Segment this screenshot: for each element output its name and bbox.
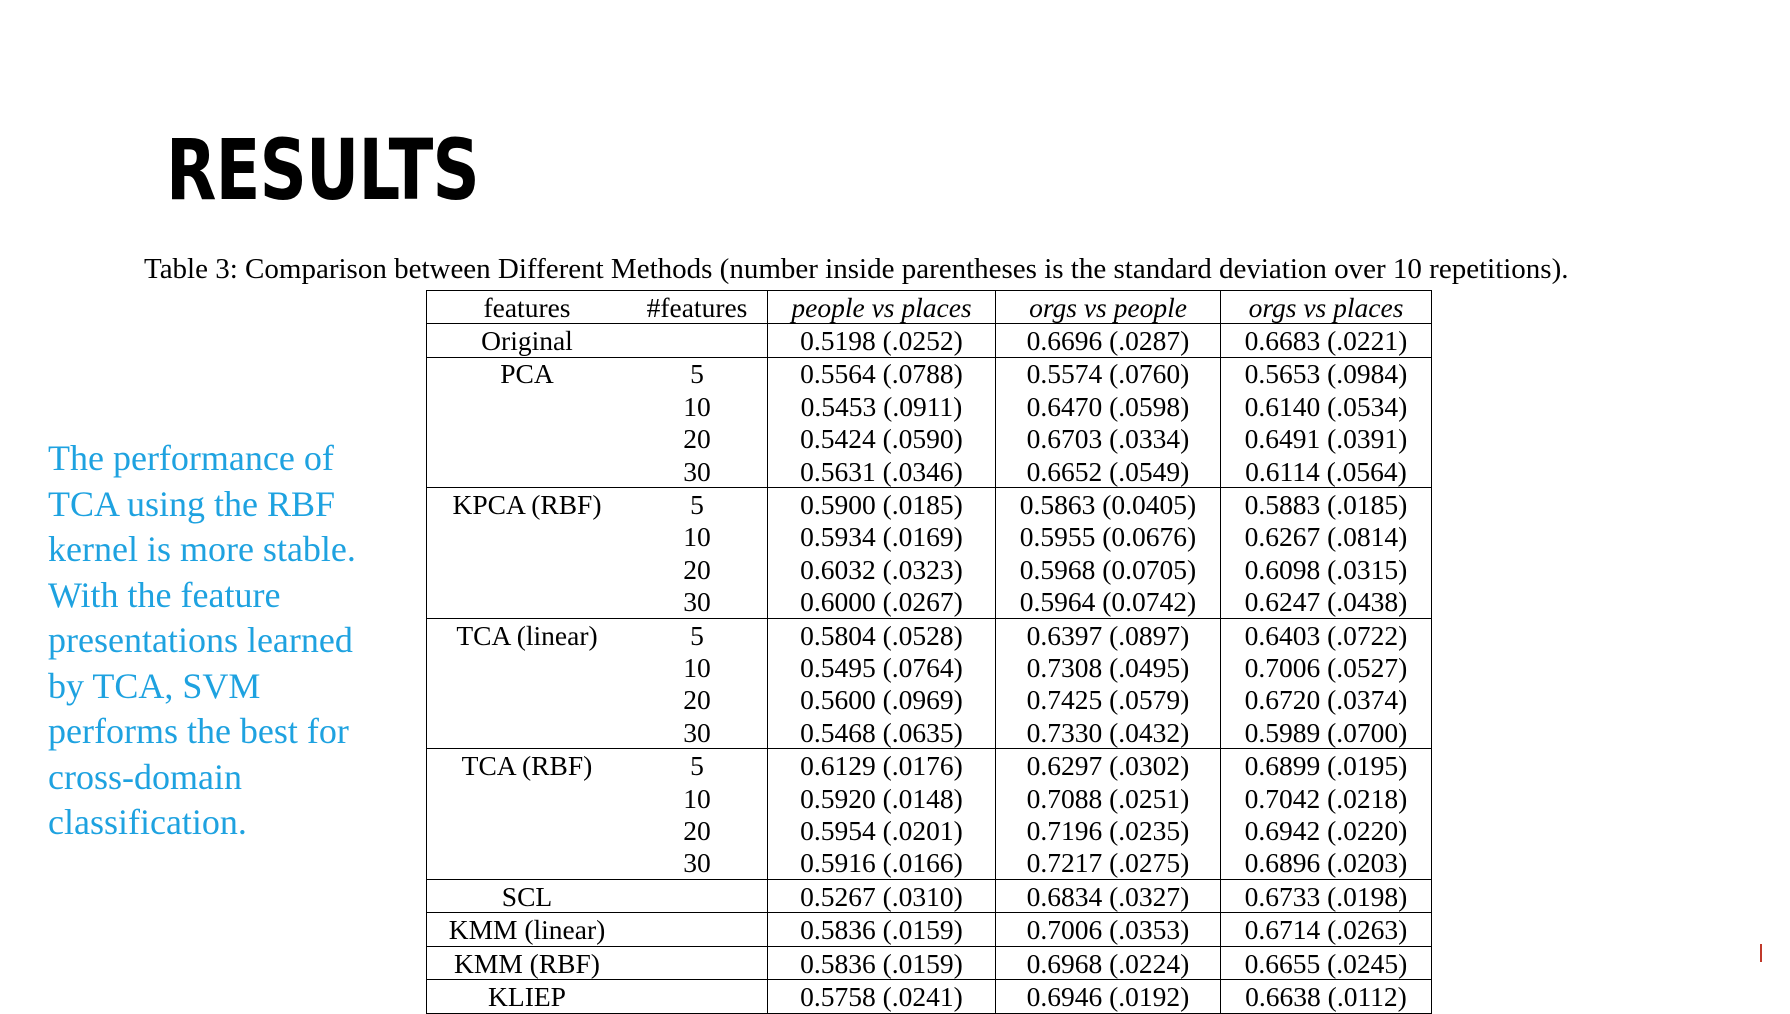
value-cell: 0.6140 (.0534) — [1244, 390, 1408, 422]
num-features-cell: 10 — [627, 521, 768, 553]
value-cell: 0.7425 (.0579) — [996, 684, 1221, 716]
table-row — [427, 390, 1432, 422]
value-cell: 0.6652 (.0549) — [996, 455, 1221, 488]
value-cell: 0.6683 (.0221) — [1221, 324, 1432, 357]
header-places: places — [901, 291, 972, 323]
header-vs-1: vs — [871, 291, 895, 323]
value-cell: 0.5968 (0.0705) — [996, 553, 1221, 585]
value-cell: 0.5964 (0.0742) — [996, 586, 1221, 619]
num-features-cell: 30 — [627, 586, 768, 619]
value-cell: 0.6703 (.0334) — [996, 423, 1221, 455]
value-cell: 0.7308 (.0495) — [996, 651, 1221, 683]
num-features-cell — [627, 880, 768, 913]
table-row — [427, 684, 1432, 716]
header-num-features: #features — [627, 291, 768, 324]
num-features-cell — [627, 980, 768, 1013]
table-row — [427, 749, 1432, 782]
value-cell: 0.6896 (.0203) — [1244, 847, 1408, 879]
method-cell: KPCA (RBF) — [427, 488, 628, 521]
table-row — [427, 618, 1432, 651]
method-cell — [427, 423, 628, 455]
num-features-cell: 10 — [627, 651, 768, 683]
value-cell: 0.5468 (.0635) — [768, 716, 996, 749]
method-cell — [427, 782, 628, 814]
table-row — [427, 980, 1432, 1013]
value-cell: 0.6297 (.0302) — [996, 749, 1221, 782]
num-features-cell — [627, 324, 768, 357]
value-cell: 0.5198 (.0252) — [768, 324, 996, 357]
value-cell: 0.7088 (.0251) — [996, 782, 1221, 814]
value-cell: 0.5564 (.0788) — [768, 357, 996, 390]
table-row — [427, 716, 1432, 749]
value-cell: 0.7330 (.0432) — [996, 716, 1221, 749]
num-features-cell: 30 — [627, 455, 768, 488]
method-cell — [427, 586, 628, 619]
value-cell: 0.6714 (.0263) — [1221, 913, 1432, 946]
side-note-line-1: The performance of TCA using the RBF kernel is more stable. — [48, 438, 356, 569]
header-orgs-vs-places — [1221, 291, 1432, 324]
table-caption: Table 3: Comparison between Different Methods (number inside parentheses is the standard deviation over 10 repetitions). — [144, 253, 1569, 285]
header-places-2: places — [1333, 291, 1404, 323]
header-features: features — [427, 291, 628, 324]
method-cell: Original — [427, 324, 628, 357]
header-people-2: people — [1113, 291, 1187, 323]
method-cell: KLIEP — [427, 980, 628, 1013]
method-cell: TCA (linear) — [427, 618, 628, 651]
value-cell: 0.6267 (.0814) — [1244, 521, 1408, 553]
num-features-cell: 5 — [627, 618, 768, 651]
num-features-cell: 20 — [627, 423, 768, 455]
method-cell — [427, 521, 628, 553]
value-cell: 0.7006 (.0527) — [1244, 651, 1408, 683]
value-cell: 0.5495 (.0764) — [768, 651, 996, 683]
table-row — [427, 880, 1432, 913]
value-cell: 0.6397 (.0897) — [996, 618, 1221, 651]
header-orgs-vs-people — [996, 291, 1221, 324]
slide-title: RESULTS — [166, 121, 479, 219]
table-row — [427, 455, 1432, 488]
method-cell — [427, 553, 628, 585]
side-note-line-2: With the feature presentations learned by TCA, SVM performs the best for cross-domain classification. — [48, 574, 353, 842]
table-row — [427, 847, 1432, 880]
edge-mark — [1760, 944, 1762, 962]
num-features-cell: 30 — [627, 716, 768, 749]
num-features-cell: 5 — [627, 488, 768, 521]
method-cell: KMM (linear) — [427, 913, 628, 946]
table-row — [427, 423, 1432, 455]
value-cell: 0.5836 (.0159) — [768, 946, 996, 979]
num-features-cell: 20 — [627, 684, 768, 716]
value-cell: 0.6098 (.0315) — [1244, 553, 1408, 585]
table-row — [427, 913, 1432, 946]
value-cell: 0.5424 (.0590) — [768, 423, 996, 455]
value-cell: 0.5804 (.0528) — [768, 618, 996, 651]
value-cell: 0.6129 (.0176) — [768, 749, 996, 782]
table-row — [427, 586, 1432, 619]
value-cell: 0.5989 (.0700) — [1244, 716, 1408, 748]
value-cell: 0.5883 (.0185) — [1221, 488, 1432, 521]
method-cell — [427, 716, 628, 749]
value-cell: 0.6000 (.0267) — [768, 586, 996, 619]
value-cell: 0.6114 (.0564) — [1245, 455, 1407, 487]
value-cell: 0.5900 (.0185) — [768, 488, 996, 521]
value-cell: 0.5758 (.0241) — [768, 980, 996, 1013]
table-row — [427, 488, 1432, 521]
method-cell: PCA — [427, 357, 628, 390]
value-cell: 0.6942 (.0220) — [1244, 814, 1408, 846]
value-cell: 0.5267 (.0310) — [768, 880, 996, 913]
value-cell: 0.5954 (.0201) — [768, 814, 996, 846]
value-cell: 0.7042 (.0218) — [1244, 782, 1408, 814]
num-features-cell: 10 — [627, 782, 768, 814]
table-row — [427, 814, 1432, 846]
value-cell: 0.5955 (0.0676) — [996, 521, 1221, 553]
table-row — [427, 651, 1432, 683]
table-row — [427, 782, 1432, 814]
table-row — [427, 357, 1432, 390]
value-cell: 0.6655 (.0245) — [1221, 946, 1432, 979]
value-cell: 0.6247 (.0438) — [1244, 586, 1408, 618]
num-features-cell: 10 — [627, 390, 768, 422]
num-features-cell: 20 — [627, 814, 768, 846]
method-cell — [427, 684, 628, 716]
value-cell: 0.5916 (.0166) — [768, 847, 996, 880]
value-cell: 0.5600 (.0969) — [768, 684, 996, 716]
value-cell: 0.7217 (.0275) — [996, 847, 1221, 880]
value-cell: 0.5574 (.0760) — [996, 357, 1221, 390]
method-cell — [427, 814, 628, 846]
num-features-cell: 5 — [627, 357, 768, 390]
table-row — [427, 553, 1432, 585]
value-cell: 0.6834 (.0327) — [996, 880, 1221, 913]
num-features-cell — [627, 946, 768, 979]
value-cell: 0.5453 (.0911) — [768, 390, 996, 422]
num-features-cell: 5 — [627, 749, 768, 782]
value-cell: 0.6403 (.0722) — [1221, 618, 1432, 651]
value-cell: 0.6720 (.0374) — [1244, 684, 1408, 716]
method-cell: TCA (RBF) — [427, 749, 628, 782]
value-cell: 0.7196 (.0235) — [996, 814, 1221, 846]
value-cell: 0.5653 (.0984) — [1221, 357, 1432, 390]
header-people: people — [791, 291, 865, 323]
value-cell: 0.5934 (.0169) — [768, 521, 996, 553]
table-row — [427, 946, 1432, 979]
header-vs-3: vs — [1303, 291, 1327, 323]
method-cell — [427, 847, 628, 880]
header-orgs: orgs — [1029, 291, 1077, 323]
value-cell: 0.6733 (.0198) — [1221, 880, 1432, 913]
value-cell: 0.5631 (.0346) — [768, 455, 996, 488]
num-features-cell: 20 — [627, 553, 768, 585]
value-cell: 0.6470 (.0598) — [996, 390, 1221, 422]
num-features-cell: 30 — [627, 847, 768, 880]
method-cell: SCL — [427, 880, 628, 913]
value-cell: 0.6899 (.0195) — [1221, 749, 1432, 782]
value-cell: 0.7006 (.0353) — [996, 913, 1221, 946]
results-table — [426, 290, 1432, 1014]
method-cell — [427, 651, 628, 683]
header-vs-2: vs — [1083, 291, 1107, 323]
value-cell: 0.6032 (.0323) — [768, 553, 996, 585]
table-row — [427, 521, 1432, 553]
side-note — [48, 436, 378, 846]
method-cell — [427, 390, 628, 422]
value-cell: 0.5863 (0.0405) — [996, 488, 1221, 521]
header-people-vs-places — [768, 291, 996, 324]
method-cell — [427, 455, 628, 488]
value-cell: 0.6968 (.0224) — [996, 946, 1221, 979]
table-row — [427, 324, 1432, 357]
header-orgs-2: orgs — [1248, 291, 1297, 323]
value-cell: 0.5920 (.0148) — [768, 782, 996, 814]
num-features-cell — [627, 913, 768, 946]
value-cell: 0.5836 (.0159) — [768, 913, 996, 946]
value-cell: 0.6491 (.0391) — [1244, 423, 1408, 455]
value-cell: 0.6638 (.0112) — [1221, 980, 1432, 1013]
header-row — [427, 291, 1432, 324]
method-cell: KMM (RBF) — [427, 946, 628, 979]
value-cell: 0.6946 (.0192) — [996, 980, 1221, 1013]
results-body — [427, 324, 1432, 1013]
value-cell: 0.6696 (.0287) — [996, 324, 1221, 357]
